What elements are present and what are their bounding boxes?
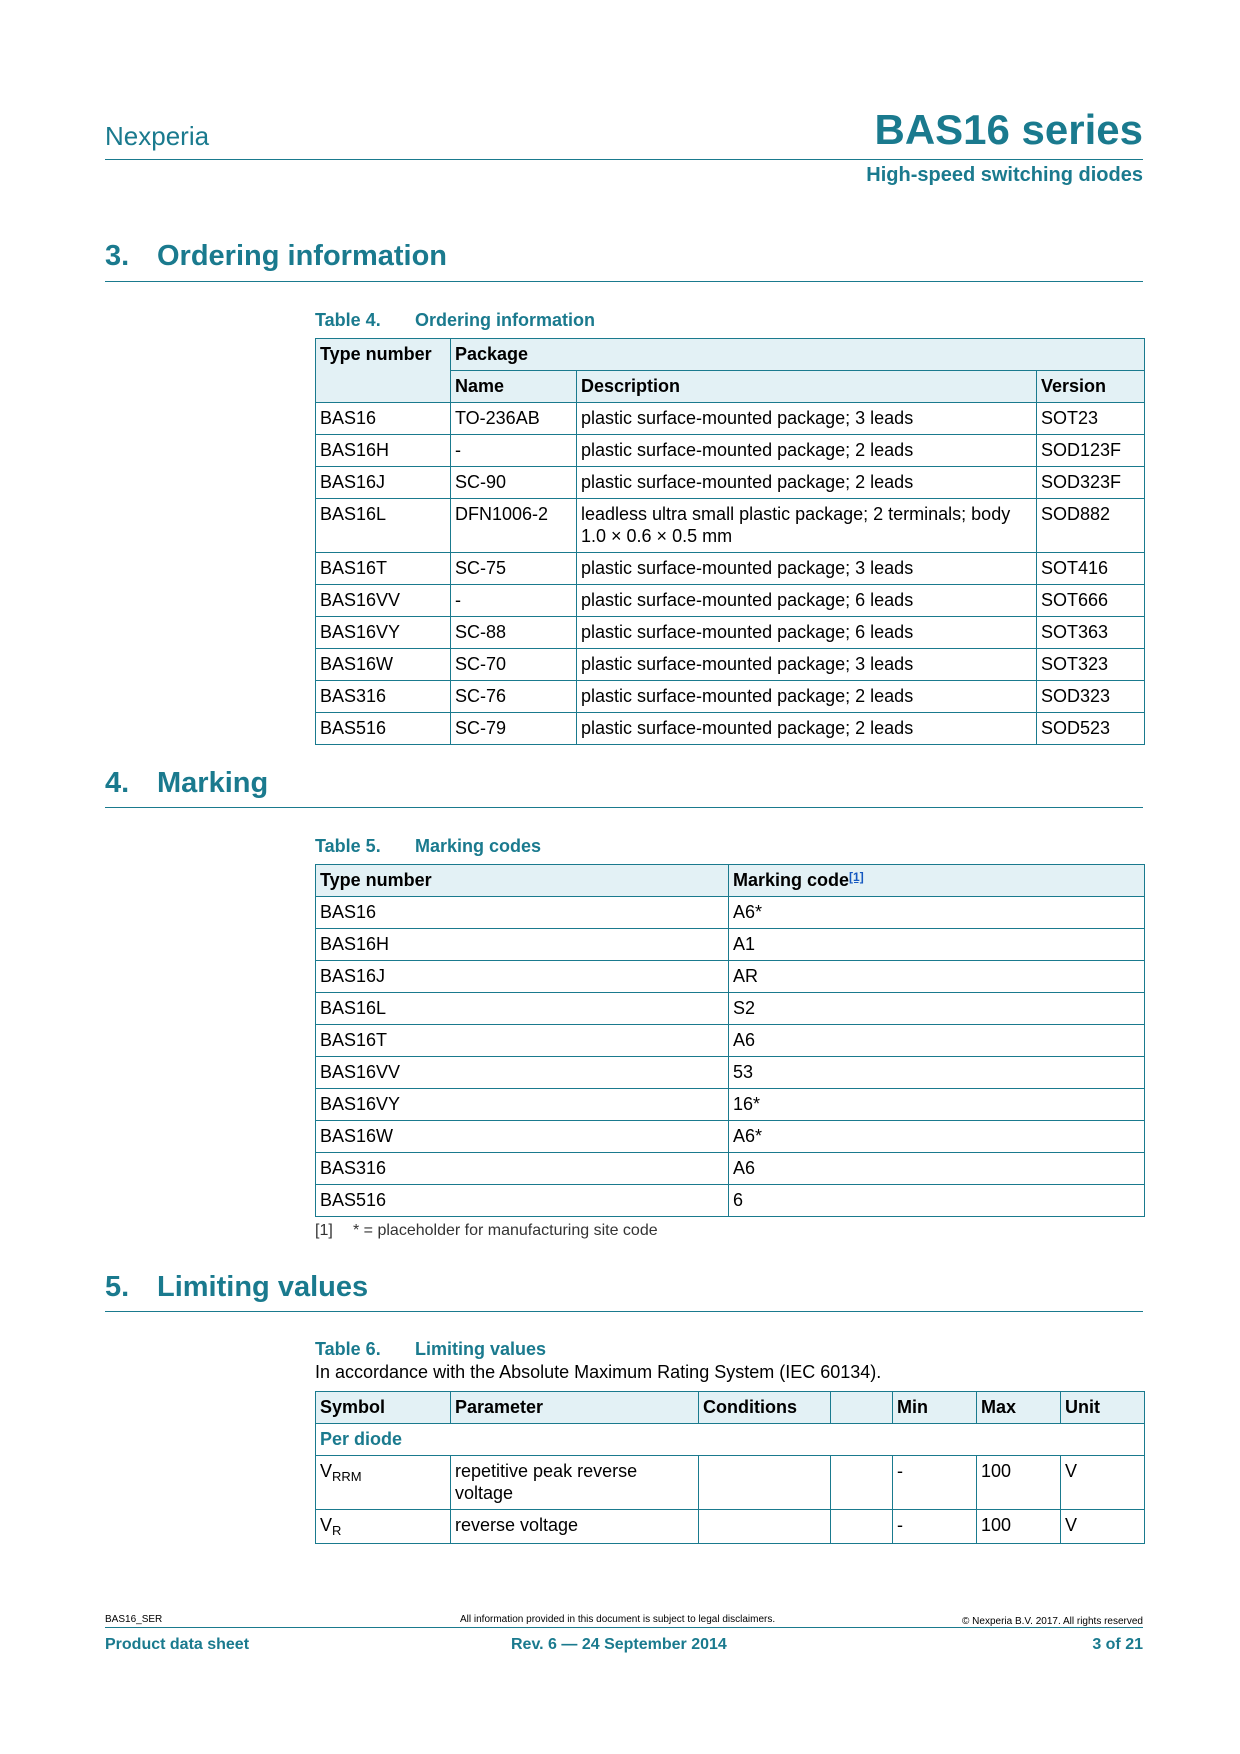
table-caption-marking: [315, 836, 541, 857]
footer-rule: [105, 1627, 1143, 1628]
table-row: [316, 617, 1145, 649]
table-row: [316, 649, 1145, 681]
header-package: Package: [451, 339, 1145, 371]
cell-version: SOD523: [1037, 713, 1145, 745]
cell-description: plastic surface-mounted package; 2 leads: [577, 713, 1037, 745]
section-heading-ordering: [105, 240, 447, 273]
table-row: [316, 1185, 1145, 1217]
cell-blank: [831, 1510, 893, 1544]
cell-package-name: -: [451, 585, 577, 617]
footer-revision: Rev. 6 — 24 September 2014: [511, 1636, 727, 1653]
section-number: 5.: [105, 1271, 130, 1303]
header-marking-code-label: Marking code: [733, 870, 850, 890]
table-caption: Ordering information: [415, 310, 595, 330]
cell-package-name: SC-75: [451, 553, 577, 585]
footer-doc-type: Product data sheet: [105, 1636, 250, 1653]
cell-min: -: [893, 1456, 977, 1510]
table-row: [316, 1025, 1145, 1057]
cell-conditions: [699, 1510, 831, 1544]
footnote-link[interactable]: [1]: [849, 870, 864, 884]
symbol-subscript: R: [332, 1523, 342, 1538]
cell-type-number: BAS16J: [316, 467, 451, 499]
table-row: [316, 1153, 1145, 1185]
cell-description: plastic surface-mounted package; 6 leads: [577, 585, 1037, 617]
cell-version: SOT323: [1037, 649, 1145, 681]
section-title: Limiting values: [157, 1271, 369, 1303]
table-row: [316, 897, 1145, 929]
table-row: [316, 1089, 1145, 1121]
cell-type-number: BAS16VV: [316, 1057, 729, 1089]
cell-type-number: BAS516: [316, 713, 451, 745]
section-heading-limiting: [105, 1271, 368, 1304]
table-number: Table 6.: [315, 1339, 381, 1359]
table-caption-ordering: [315, 310, 595, 331]
cell-package-name: SC-76: [451, 681, 577, 713]
ordering-table: [315, 338, 1145, 745]
cell-marking-code: A6*: [729, 1121, 1145, 1153]
brand-name: Nexperia: [105, 121, 210, 151]
section-heading-marking: [105, 767, 268, 800]
cell-description: plastic surface-mounted package; 2 leads: [577, 681, 1037, 713]
cell-type-number: BAS316: [316, 681, 451, 713]
table-row: [316, 553, 1145, 585]
table-row: [316, 435, 1145, 467]
table-row: [316, 993, 1145, 1025]
cell-marking-code: 53: [729, 1057, 1145, 1089]
cell-version: SOD323: [1037, 681, 1145, 713]
cell-version: SOD882: [1037, 499, 1145, 553]
cell-parameter: reverse voltage: [451, 1510, 699, 1544]
cell-type-number: BAS316: [316, 1153, 729, 1185]
cell-marking-code: A6: [729, 1153, 1145, 1185]
cell-type-number: BAS16VY: [316, 617, 451, 649]
cell-description: plastic surface-mounted package; 2 leads: [577, 467, 1037, 499]
document-subtitle: High-speed switching diodes: [866, 164, 1143, 186]
header-parameter: Parameter: [451, 1392, 699, 1424]
cell-max: 100: [977, 1510, 1061, 1544]
cell-description: plastic surface-mounted package; 3 leads: [577, 403, 1037, 435]
cell-package-name: SC-88: [451, 617, 577, 649]
section-rule: [105, 807, 1143, 808]
cell-unit: V: [1061, 1456, 1145, 1510]
limiting-values-table: [315, 1391, 1145, 1544]
table-row: [316, 499, 1145, 553]
section-title: Ordering information: [157, 240, 447, 272]
cell-marking-code: S2: [729, 993, 1145, 1025]
group-label: Per diode: [316, 1424, 1145, 1456]
cell-marking-code: 6: [729, 1185, 1145, 1217]
cell-type-number: BAS16: [316, 403, 451, 435]
cell-marking-code: A6*: [729, 897, 1145, 929]
table-row: [316, 713, 1145, 745]
table-caption: Limiting values: [415, 1339, 547, 1359]
cell-version: SOT666: [1037, 585, 1145, 617]
cell-type-number: BAS16VY: [316, 1089, 729, 1121]
cell-description: leadless ultra small plastic package; 2 terminals; body 1.0 × 0.6 × 0.5 mm: [577, 499, 1037, 553]
footer-disclaimer: All information provided in this document is subject to legal disclaimers.: [460, 1614, 776, 1625]
table-header-row: [316, 339, 1145, 371]
symbol-main: V: [320, 1461, 333, 1481]
header-blank: [831, 1392, 893, 1424]
header-marking-code: [729, 865, 1145, 897]
table-row: [316, 1057, 1145, 1089]
header-max: Max: [977, 1392, 1061, 1424]
table-caption: Marking codes: [415, 836, 542, 856]
marking-table: [315, 864, 1145, 1217]
footnote-ref: [1]: [315, 1222, 333, 1239]
header-unit: Unit: [1061, 1392, 1145, 1424]
cell-version: SOT363: [1037, 617, 1145, 649]
table-row: [316, 467, 1145, 499]
table-number: Table 5.: [315, 836, 381, 856]
cell-type-number: BAS16W: [316, 649, 451, 681]
cell-description: plastic surface-mounted package; 2 leads: [577, 435, 1037, 467]
header-name: Name: [451, 371, 577, 403]
cell-marking-code: 16*: [729, 1089, 1145, 1121]
section-number: 3.: [105, 240, 130, 272]
section-title: Marking: [157, 767, 269, 799]
cell-package-name: -: [451, 435, 577, 467]
cell-marking-code: A1: [729, 929, 1145, 961]
cell-version: SOD123F: [1037, 435, 1145, 467]
cell-description: plastic surface-mounted package; 3 leads: [577, 553, 1037, 585]
section-rule: [105, 281, 1143, 282]
header-type-number: Type number: [316, 339, 451, 403]
header-conditions: Conditions: [699, 1392, 831, 1424]
cell-type-number: BAS16T: [316, 553, 451, 585]
table-row: [316, 929, 1145, 961]
footnote-text: * = placeholder for manufacturing site code: [353, 1222, 658, 1239]
cell-blank: [831, 1456, 893, 1510]
cell-symbol: [316, 1510, 451, 1544]
table-header-row: [316, 865, 1145, 897]
footnote: [315, 1222, 658, 1240]
cell-type-number: BAS16L: [316, 499, 451, 553]
symbol-main: V: [320, 1515, 333, 1535]
table-row: [316, 1456, 1145, 1510]
cell-conditions: [699, 1456, 831, 1510]
cell-description: plastic surface-mounted package; 6 leads: [577, 617, 1037, 649]
section-rule: [105, 1311, 1143, 1312]
table-row: [316, 961, 1145, 993]
cell-type-number: BAS16H: [316, 435, 451, 467]
cell-version: SOT416: [1037, 553, 1145, 585]
table-row: [316, 1510, 1145, 1544]
header-description: Description: [577, 371, 1037, 403]
cell-symbol: [316, 1456, 451, 1510]
cell-version: SOT23: [1037, 403, 1145, 435]
header-min: Min: [893, 1392, 977, 1424]
cell-marking-code: AR: [729, 961, 1145, 993]
cell-type-number: BAS516: [316, 1185, 729, 1217]
header-symbol: Symbol: [316, 1392, 451, 1424]
header-version: Version: [1037, 371, 1145, 403]
cell-package-name: DFN1006-2: [451, 499, 577, 553]
cell-type-number: BAS16J: [316, 961, 729, 993]
cell-type-number: BAS16VV: [316, 585, 451, 617]
cell-package-name: SC-79: [451, 713, 577, 745]
cell-package-name: SC-70: [451, 649, 577, 681]
cell-type-number: BAS16H: [316, 929, 729, 961]
cell-type-number: BAS16W: [316, 1121, 729, 1153]
table-header-row: [316, 1392, 1145, 1424]
cell-parameter: repetitive peak reverse voltage: [451, 1456, 699, 1510]
cell-package-name: TO-236AB: [451, 403, 577, 435]
cell-version: SOD323F: [1037, 467, 1145, 499]
table-number: Table 4.: [315, 310, 381, 330]
table-caption-limiting: [315, 1339, 546, 1360]
table-row: [316, 1121, 1145, 1153]
cell-marking-code: A6: [729, 1025, 1145, 1057]
footer-page-number: 3 of 21: [1092, 1636, 1143, 1653]
cell-type-number: BAS16: [316, 897, 729, 929]
symbol-subscript: RRM: [332, 1469, 362, 1484]
group-row: [316, 1424, 1145, 1456]
cell-max: 100: [977, 1456, 1061, 1510]
cell-type-number: BAS16T: [316, 1025, 729, 1057]
cell-min: -: [893, 1510, 977, 1544]
table-note: In accordance with the Absolute Maximum Rating System (IEC 60134).: [315, 1362, 882, 1382]
cell-type-number: BAS16L: [316, 993, 729, 1025]
table-row: [316, 403, 1145, 435]
footer-copyright: © Nexperia B.V. 2017. All rights reserved: [962, 1616, 1143, 1627]
table-row: [316, 681, 1145, 713]
section-number: 4.: [105, 767, 130, 799]
table-row: [316, 585, 1145, 617]
footer-doc-id: BAS16_SER: [105, 1614, 163, 1625]
cell-package-name: SC-90: [451, 467, 577, 499]
header-type-number: Type number: [316, 865, 729, 897]
cell-description: plastic surface-mounted package; 3 leads: [577, 649, 1037, 681]
cell-unit: V: [1061, 1510, 1145, 1544]
header-rule: [105, 159, 1143, 160]
document-title: BAS16 series: [874, 106, 1143, 153]
